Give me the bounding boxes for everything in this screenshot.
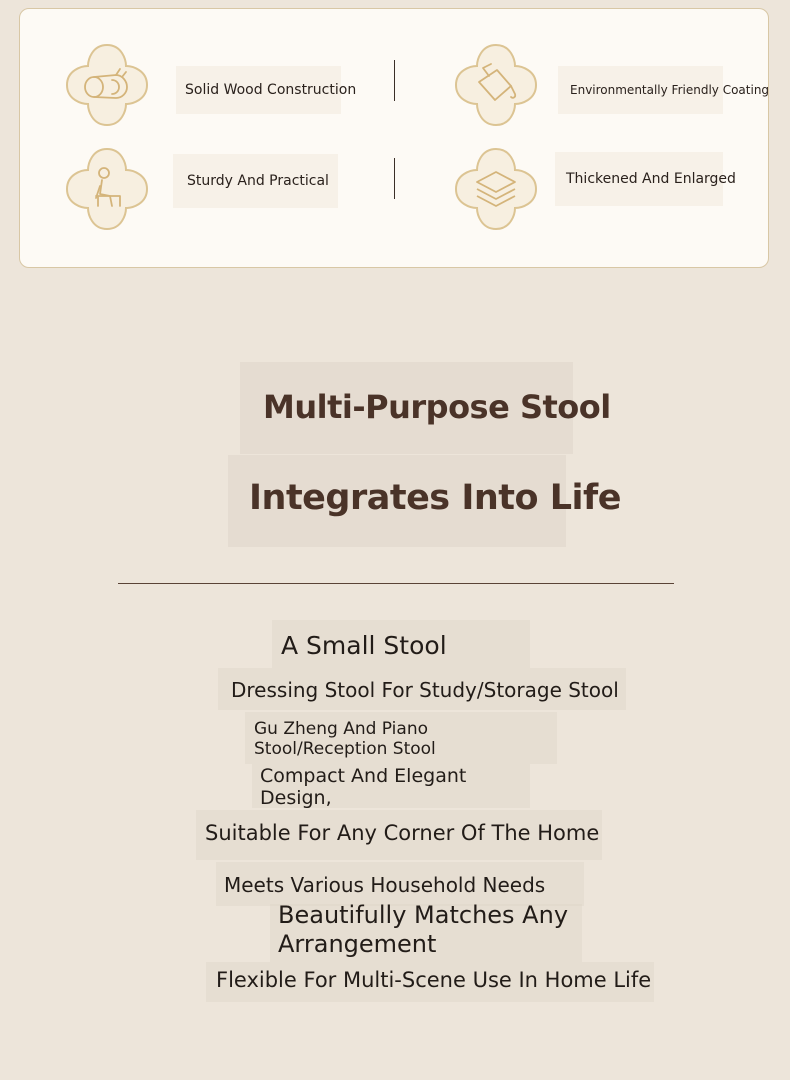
copy-line: Gu Zheng And Piano: [254, 719, 428, 739]
copy-line: A Small Stool: [281, 631, 447, 660]
copy-line: Design,: [260, 787, 332, 809]
copy-line: Compact And Elegant: [260, 765, 467, 787]
copy-line: Flexible For Multi-Scene Use In Home Life: [216, 968, 652, 992]
copy-line: Beautifully Matches Any: [278, 901, 569, 929]
copy-line: Arrangement: [278, 930, 437, 958]
feature-label: Sturdy And Practical: [173, 154, 338, 208]
headline-line1: Multi-Purpose Stool: [263, 388, 611, 426]
paint-bucket-icon: [453, 42, 539, 128]
feature-label: Thickened And Enlarged: [555, 152, 723, 206]
wood-log-icon: [64, 42, 150, 128]
copy-line: Suitable For Any Corner Of The Home: [205, 821, 600, 845]
divider: [394, 158, 395, 199]
divider: [394, 60, 395, 101]
person-sitting-icon: [64, 146, 150, 232]
copy-line: Stool/Reception Stool: [254, 739, 436, 759]
section-divider: [118, 583, 674, 584]
copy-line: Dressing Stool For Study/Storage Stool: [231, 678, 619, 702]
copy-line: Meets Various Household Needs: [224, 873, 546, 897]
headline-line2: Integrates Into Life: [249, 478, 621, 518]
feature-label: Environmentally Friendly Coating: [558, 66, 723, 114]
layers-icon: [453, 146, 539, 232]
feature-label: Solid Wood Construction: [176, 66, 341, 114]
